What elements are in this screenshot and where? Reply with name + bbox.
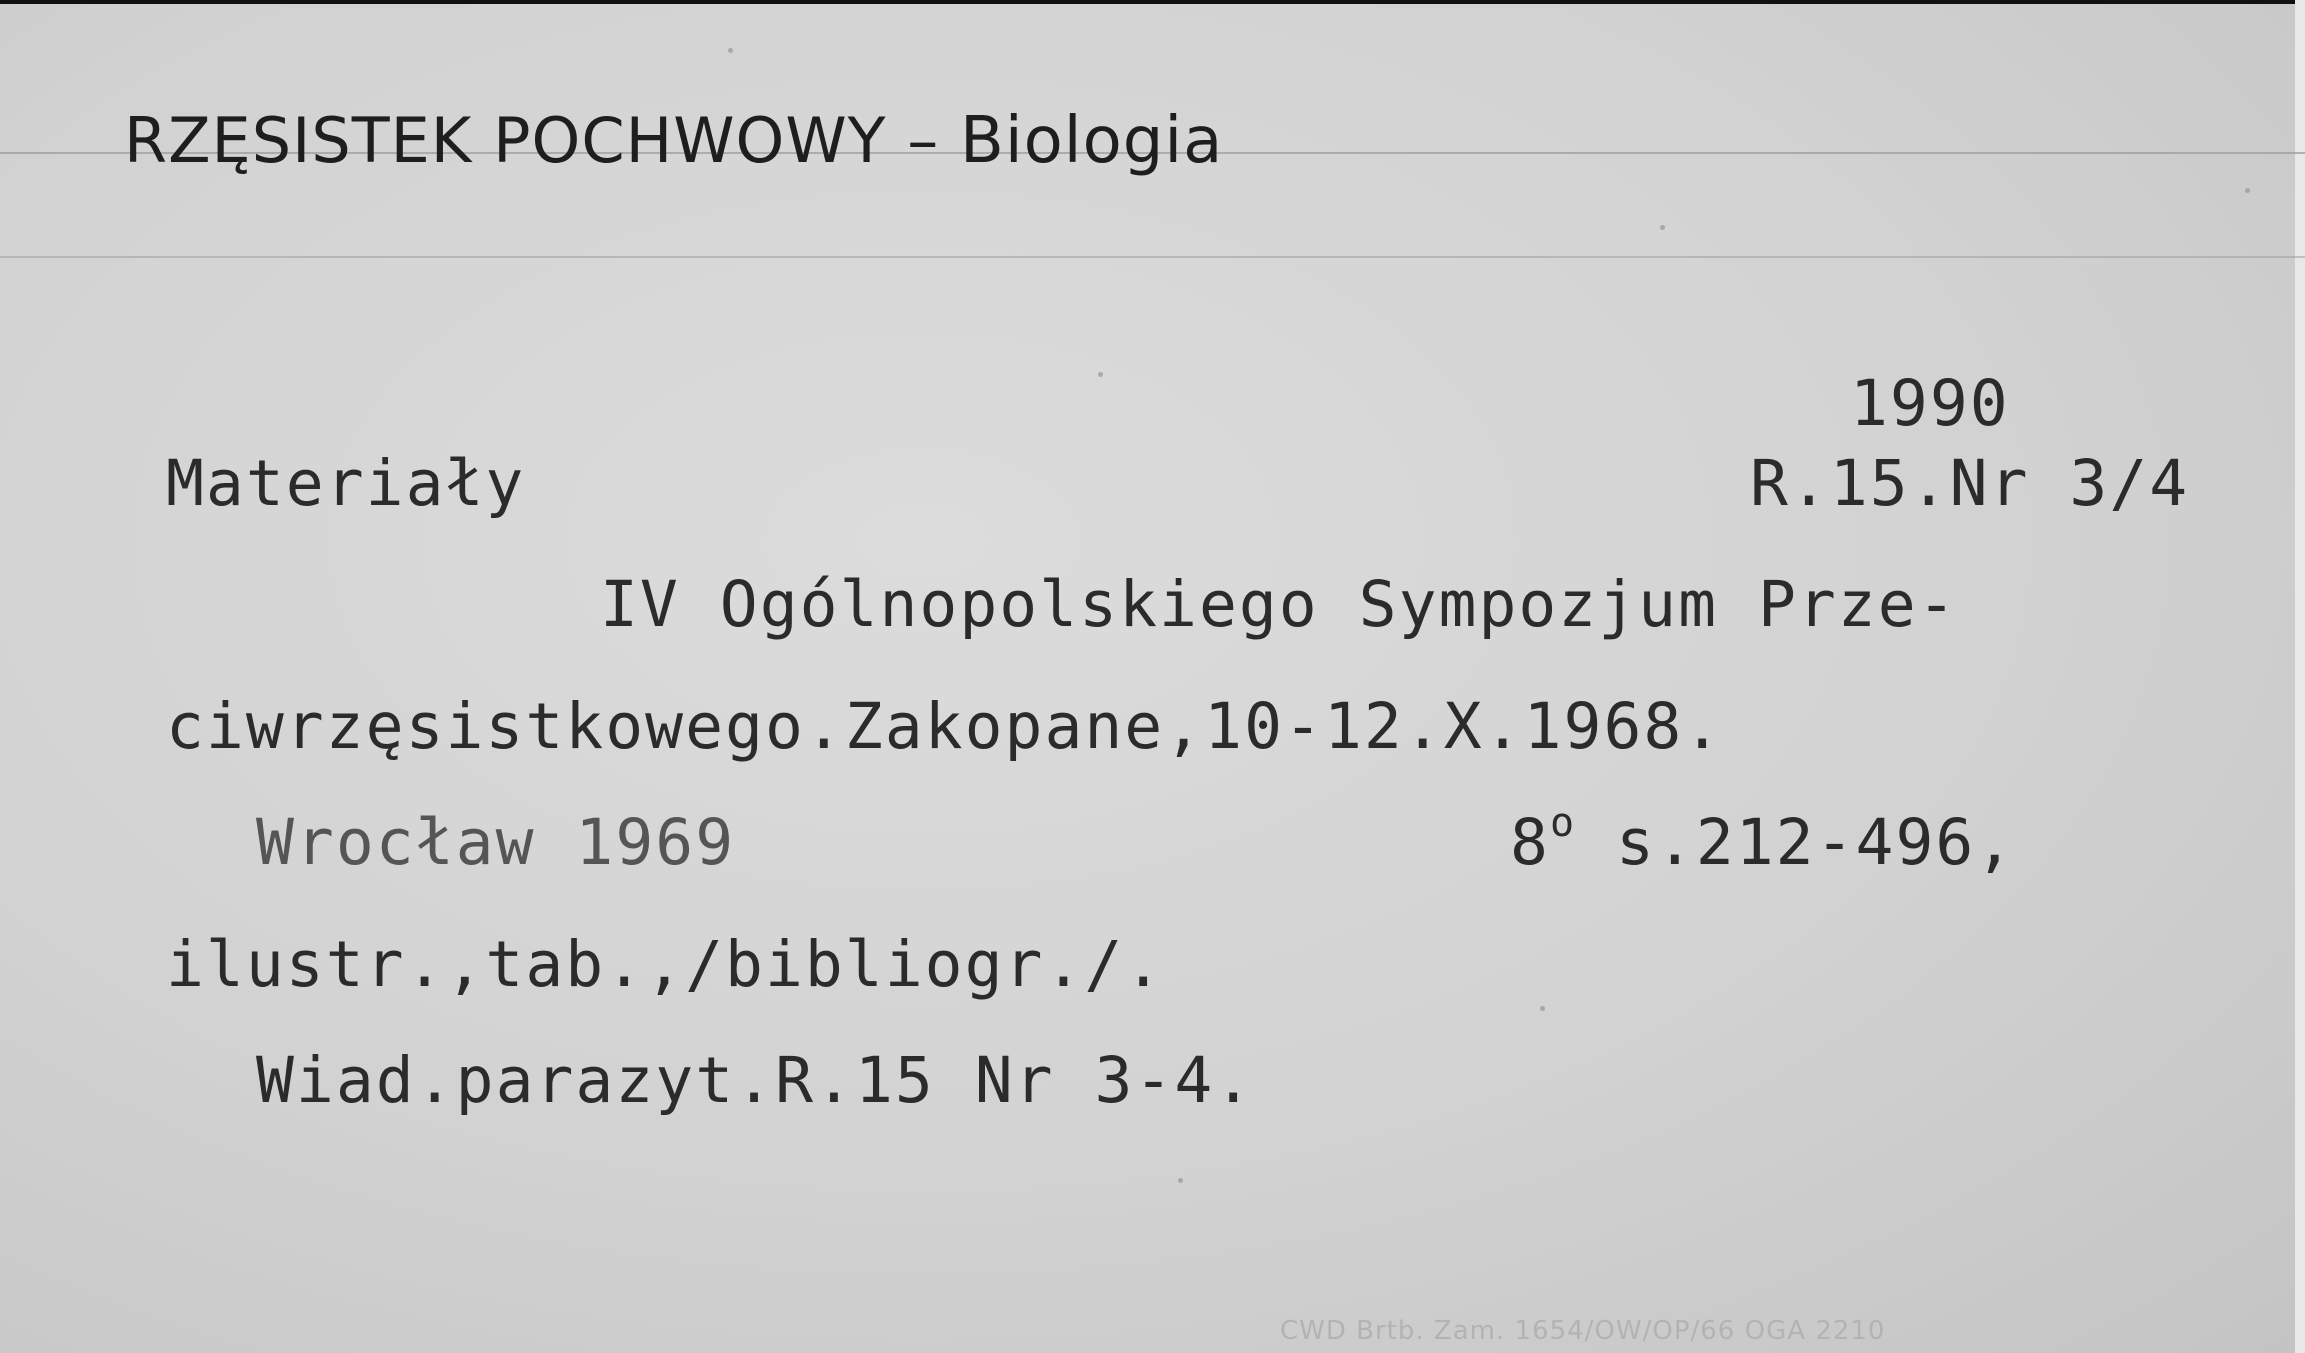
publication-year: 1990 xyxy=(1850,367,2010,440)
dust-speck xyxy=(1540,1006,1545,1011)
card-right-edge xyxy=(2295,0,2305,1353)
title-line-1: IV Ogólnopolskiego Sympozjum Prze- xyxy=(600,568,1958,641)
printer-footer: CWD Brtb. Zam. 1654/OW/OP/66 OGA 2210 xyxy=(1280,1316,1886,1346)
heading-main: RZĘSISTEK POCHWOWY xyxy=(124,104,887,177)
series-label: Materiały xyxy=(166,447,526,520)
secondary-rule xyxy=(0,256,2305,258)
card-top-edge xyxy=(0,0,2305,4)
heading-separator: – xyxy=(907,104,940,177)
title-line-2: ciwrzęsistkowego.Zakopane,10-12.X.1968. xyxy=(166,690,1724,763)
subject-heading xyxy=(124,104,1223,178)
volume-number: R.15.Nr 3/4 xyxy=(1750,447,2190,520)
dust-speck xyxy=(1660,225,1665,230)
illustrations-note: ilustr.,tab.,/bibliogr./. xyxy=(166,928,1165,1001)
dust-speck xyxy=(728,48,733,53)
dust-speck xyxy=(1178,1178,1183,1183)
page-range: s.212-496, xyxy=(1615,806,2016,879)
source-note: Wiad.parazyt.R.15 Nr 3-4. xyxy=(256,1044,1255,1117)
dust-speck xyxy=(2245,188,2250,193)
format-pages xyxy=(1510,800,2016,879)
heading-subject: Biologia xyxy=(959,104,1224,178)
format-size: 8 xyxy=(1510,806,1550,879)
place-year: Wrocław 1969 xyxy=(256,806,736,879)
dust-speck xyxy=(1098,372,1103,377)
format-size-sup: o xyxy=(1549,800,1577,846)
